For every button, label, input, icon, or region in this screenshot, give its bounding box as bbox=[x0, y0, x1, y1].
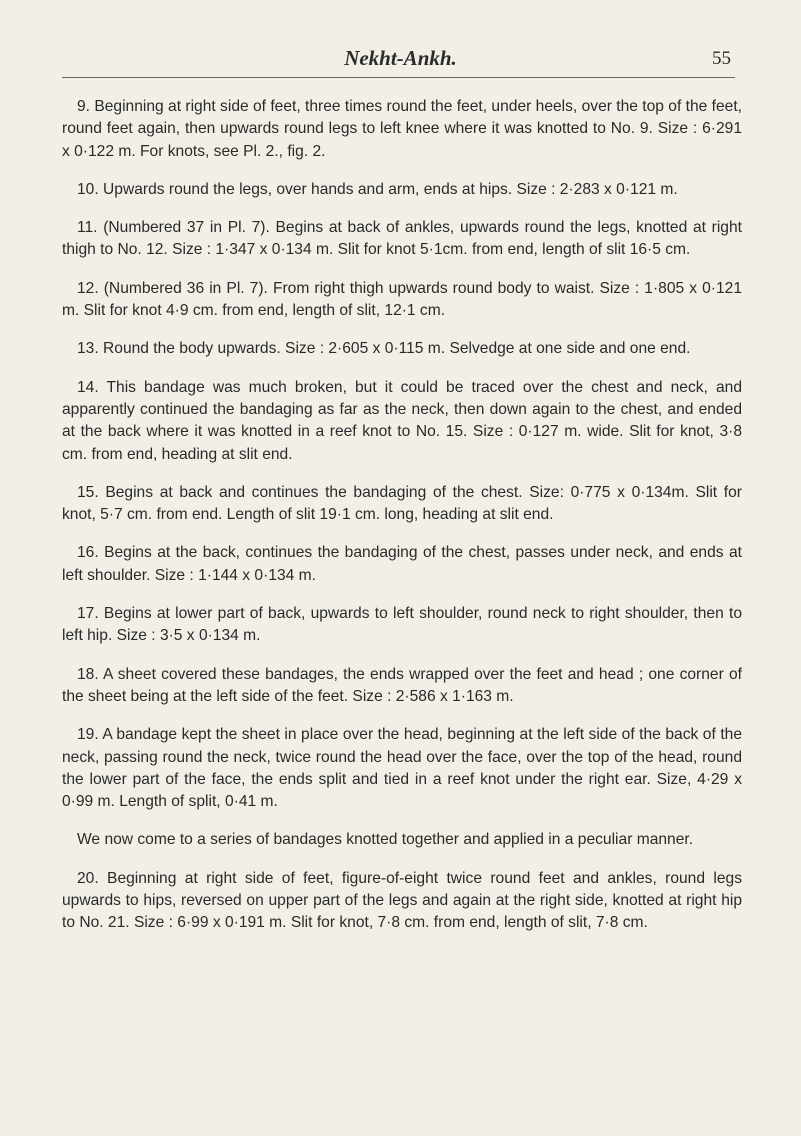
intro-paragraph: We now come to a series of bandages knotted together and applied in a peculiar manner. bbox=[77, 831, 694, 849]
paragraph-12: 12. (Numbered 36 in Pl. 7). From right thigh upwards round body to waist. Size : 1·805 x 0·121 m. Slit for knot 4·9 cm. from end, length of slit, 12·1 cm. bbox=[62, 279, 742, 320]
paragraph-20: 20. Beginning at right side of feet, figure-of-eight twice round feet and ankles, round legs upwards to hips, reversed on upper part of the legs and again at the right side, knotted at right hip to No. 21. Size : 6·99 x 0·191 m. Slit for knot, 7·8 cm. from end, length of slit, 7·8 cm. bbox=[62, 869, 742, 932]
paragraph-18: 18. A sheet covered these bandages, the ends wrapped over the feet and head ; one corner of the sheet being at the left side of the feet. Size : 2·586 x 1·163 m. bbox=[62, 665, 742, 705]
page-number: 55 bbox=[712, 48, 731, 69]
paragraph-10: 10. Upwards round the legs, over hands and arm, ends at hips. Size : 2·283 x 0·121 m. bbox=[77, 180, 678, 198]
paragraph-13: 13. Round the body upwards. Size : 2·605 x 0·115 m. Selvedge at one side and one end. bbox=[77, 340, 691, 358]
paragraph-19: 19. A bandage kept the sheet in place over the head, beginning at the left side of the back of the neck, passing round the neck, twice round the head over the face, over the top of the head, round the lower part of the face, the ends split and tied in a reef knot under the right ear. Size, 4·29 x 0·99 m. Length of split, 0·41 m. bbox=[62, 726, 742, 811]
page-header bbox=[62, 42, 739, 76]
paragraph-17: 17. Begins at lower part of back, upwards to left shoulder, round neck to right shoulder, then to left hip. Size : 3·5 x 0·134 m. bbox=[62, 605, 742, 645]
paragraph-15: 15. Begins at back and continues the bandaging of the chest. Size: 0·775 x 0·134m. Slit for knot, 5·7 cm. from end. Length of slit 19·1 cm. long, heading at slit end. bbox=[62, 483, 742, 524]
header-rule bbox=[62, 77, 735, 78]
running-title: Nekht-Ankh. bbox=[344, 46, 457, 70]
page-body bbox=[62, 96, 742, 951]
paragraph-16: 16. Begins at the back, continues the bandaging of the chest, passes under neck, and ends at left shoulder. Size : 1·144 x 0·134 m. bbox=[62, 544, 742, 584]
paragraph-11: 11. (Numbered 37 in Pl. 7). Begins at back of ankles, upwards round the legs, knotted at right thigh to No. 12. Size : 1·347 x 0·134 m. Slit for knot 5·1cm. from end, length of slit 16·5 cm. bbox=[62, 219, 742, 259]
paragraph-9: 9. Beginning at right side of feet, three times round the feet, under heels, over the top of the feet, round feet again, then upwards round legs to left knee where it was knotted to No. 9. Size : 6·291 x 0·122 m. For knots, see Pl. 2., fig. 2. bbox=[62, 98, 742, 160]
paragraph-14: 14. This bandage was much broken, but it could be traced over the chest and neck, and apparently continued the bandaging as far as the neck, then down again to the chest, and ended at the back where it was knotted in a reef knot to No. 15. Size : 0·127 m. wide. Slit for knot, 3·8 cm. from end, heading at slit end. bbox=[62, 378, 742, 463]
